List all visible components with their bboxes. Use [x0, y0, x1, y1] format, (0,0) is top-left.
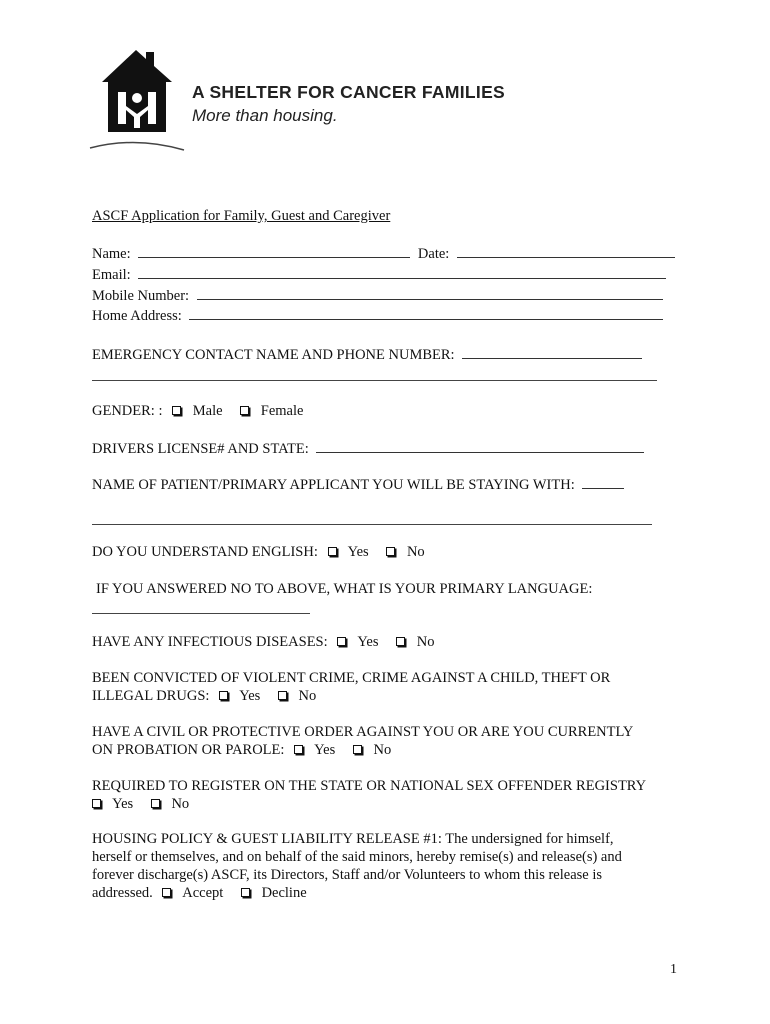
shelter-house-logo: [88, 44, 188, 156]
convicted-no-label: No: [298, 688, 317, 704]
convicted-label: ILLEGAL DRUGS:: [92, 688, 210, 704]
name-row: [92, 244, 675, 263]
address-label: Home Address:: [92, 308, 182, 324]
patient-row: [92, 475, 624, 494]
infectious-no-label: No: [416, 634, 435, 650]
english-no-checkbox[interactable]: [386, 547, 395, 556]
decline-checkbox[interactable]: [241, 888, 250, 897]
convicted-no-checkbox[interactable]: [278, 691, 287, 700]
org-tagline: More than housing.: [192, 106, 338, 125]
release-line-4: addressed.: [92, 885, 153, 901]
infectious-row: [92, 634, 434, 651]
release-line-3: forever discharge(s) ASCF, its Directors, Staff and/or Volunteers to whom this release is: [92, 867, 603, 883]
infectious-yes-checkbox[interactable]: [337, 637, 346, 646]
english-label: DO YOU UNDERSTAND ENGLISH:: [92, 544, 318, 560]
civil-label: ON PROBATION OR PAROLE:: [92, 742, 285, 758]
convicted-yes-checkbox[interactable]: [219, 691, 228, 700]
emergency-label: EMERGENCY CONTACT NAME AND PHONE NUMBER:: [92, 347, 455, 363]
license-field[interactable]: [316, 439, 644, 453]
civil-row: [92, 742, 391, 759]
infectious-label: HAVE ANY INFECTIOUS DISEASES:: [92, 634, 328, 650]
mobile-label: Mobile Number:: [92, 288, 190, 304]
infectious-no-checkbox[interactable]: [396, 637, 405, 646]
english-row: [92, 544, 425, 561]
name-label: Name:: [92, 246, 131, 262]
emergency-field-line-2[interactable]: [92, 380, 657, 381]
english-no-label: No: [406, 544, 425, 560]
form-title: ASCF Application for Family, Guest and Caregiver: [92, 208, 391, 224]
release-line-2: herself or themselves, and on behalf of the said minors, hereby remise(s) and release(s) and: [92, 849, 622, 865]
civil-yes-checkbox[interactable]: [294, 745, 303, 754]
registry-question: REQUIRED TO REGISTER ON THE STATE OR NATIONAL SEX OFFENDER REGISTRY: [92, 778, 647, 794]
female-label: Female: [260, 403, 304, 419]
female-checkbox[interactable]: [240, 406, 249, 415]
accept-label: Accept: [182, 885, 224, 901]
email-label: Email:: [92, 267, 131, 283]
license-label: DRIVERS LICENSE# AND STATE:: [92, 441, 309, 457]
decline-label: Decline: [261, 885, 307, 901]
date-label: Date:: [417, 246, 450, 262]
civil-yes-label: Yes: [314, 742, 336, 758]
english-yes-label: Yes: [347, 544, 369, 560]
convicted-row: [92, 688, 316, 705]
convicted-yes-label: Yes: [239, 688, 261, 704]
civil-no-checkbox[interactable]: [353, 745, 362, 754]
address-field[interactable]: [189, 306, 663, 320]
emergency-field[interactable]: [462, 345, 642, 359]
license-row: [92, 439, 644, 458]
gender-label: GENDER: :: [92, 403, 163, 419]
patient-field-line-2[interactable]: [92, 524, 652, 525]
name-field[interactable]: [138, 244, 410, 258]
patient-label: NAME OF PATIENT/PRIMARY APPLICANT YOU WILL BE STAYING WITH:: [92, 477, 575, 493]
date-field[interactable]: [457, 244, 675, 258]
release-row: [92, 885, 307, 902]
civil-question-line1: HAVE A CIVIL OR PROTECTIVE ORDER AGAINST YOU OR ARE YOU CURRENTLY: [92, 724, 634, 740]
male-checkbox[interactable]: [172, 406, 181, 415]
registry-yes-label: Yes: [112, 796, 134, 812]
gender-row: [92, 403, 303, 420]
infectious-yes-label: Yes: [357, 634, 379, 650]
mobile-row: [92, 286, 663, 305]
page-number: 1: [670, 962, 677, 977]
registry-no-label: No: [171, 796, 190, 812]
email-row: [92, 265, 666, 284]
registry-row: [86, 796, 189, 813]
registry-no-checkbox[interactable]: [151, 799, 160, 808]
patient-field[interactable]: [582, 475, 624, 489]
address-row: [92, 306, 663, 325]
org-name: A SHELTER FOR CANCER FAMILIES: [192, 82, 506, 102]
civil-no-label: No: [373, 742, 392, 758]
language-field[interactable]: [92, 613, 310, 614]
convicted-question-line1: BEEN CONVICTED OF VIOLENT CRIME, CRIME AGAINST A CHILD, THEFT OR: [92, 670, 611, 686]
language-label: IF YOU ANSWERED NO TO ABOVE, WHAT IS YOUR PRIMARY LANGUAGE:: [96, 581, 593, 597]
emergency-row: [92, 345, 642, 364]
email-field[interactable]: [138, 265, 666, 279]
registry-yes-checkbox[interactable]: [92, 799, 101, 808]
accept-checkbox[interactable]: [162, 888, 171, 897]
release-line-1: HOUSING POLICY & GUEST LIABILITY RELEASE #1: The undersigned for himself,: [92, 831, 614, 847]
male-label: Male: [192, 403, 223, 419]
english-yes-checkbox[interactable]: [328, 547, 337, 556]
mobile-field[interactable]: [197, 286, 663, 300]
